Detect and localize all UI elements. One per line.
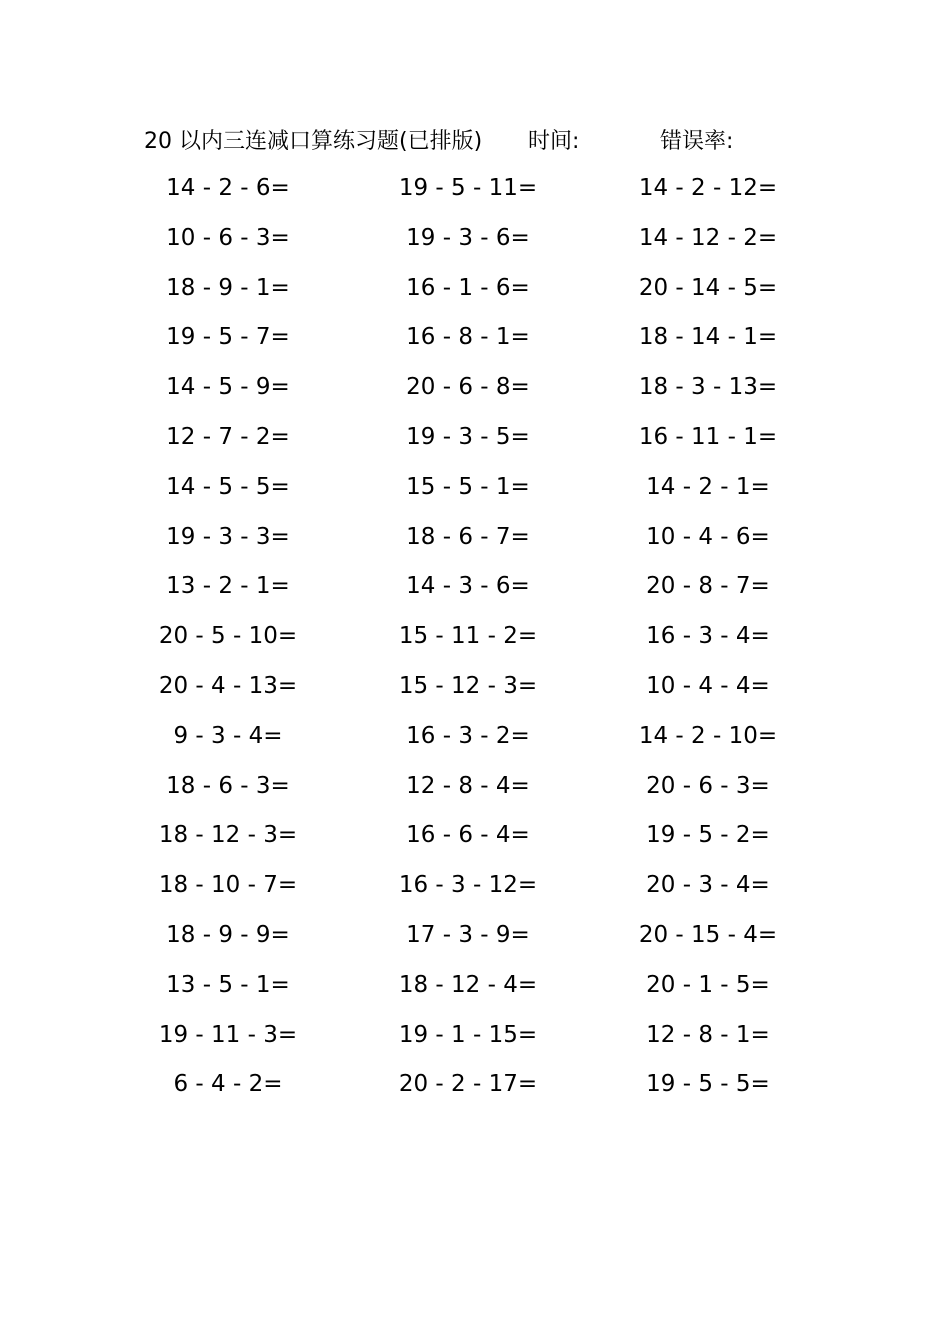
problem-item: 20 - 15 - 4= bbox=[638, 922, 778, 948]
problem-item: 14 - 2 - 1= bbox=[646, 473, 770, 500]
problem-item: 20 - 8 - 7= bbox=[646, 573, 770, 600]
problem-row bbox=[0, 517, 950, 557]
problem-item: 18 - 9 - 9= bbox=[166, 922, 290, 948]
problem-row bbox=[0, 915, 950, 955]
problem-item: 19 - 3 - 3= bbox=[166, 523, 290, 550]
problem-item: 20 - 2 - 17= bbox=[398, 1071, 538, 1098]
problem-item: 14 - 5 - 9= bbox=[166, 374, 290, 401]
problem-item: 13 - 2 - 1= bbox=[166, 573, 290, 600]
problem-row bbox=[0, 1064, 950, 1104]
problem-item: 12 - 8 - 4= bbox=[406, 772, 530, 799]
problem-row bbox=[0, 218, 950, 258]
problem-item: 19 - 3 - 5= bbox=[406, 424, 530, 450]
problem-item: 12 - 8 - 1= bbox=[646, 1021, 770, 1048]
worksheet-header bbox=[144, 122, 864, 162]
problem-item: 20 - 5 - 10= bbox=[158, 623, 298, 650]
problem-item: 18 - 10 - 7= bbox=[158, 872, 298, 899]
problem-row bbox=[0, 268, 950, 308]
problem-item: 19 - 5 - 2= bbox=[646, 822, 770, 849]
problem-item: 19 - 11 - 3= bbox=[158, 1021, 298, 1048]
time-label: 时间: bbox=[528, 129, 580, 154]
problem-row bbox=[0, 666, 950, 706]
problem-item: 14 - 5 - 5= bbox=[166, 473, 290, 500]
problem-item: 16 - 3 - 12= bbox=[398, 872, 538, 899]
problem-item: 14 - 2 - 12= bbox=[638, 175, 778, 201]
problem-row bbox=[0, 467, 950, 507]
problem-item: 16 - 8 - 1= bbox=[406, 324, 530, 351]
problem-item: 14 - 2 - 10= bbox=[638, 722, 778, 749]
problem-item: 20 - 3 - 4= bbox=[646, 872, 770, 899]
problem-item: 18 - 3 - 13= bbox=[638, 374, 778, 401]
problem-row bbox=[0, 616, 950, 656]
problem-row bbox=[0, 417, 950, 457]
problem-item: 19 - 3 - 6= bbox=[406, 224, 530, 251]
problem-item: 19 - 5 - 7= bbox=[166, 324, 290, 351]
problem-item: 10 - 4 - 6= bbox=[646, 523, 770, 550]
problem-item: 20 - 6 - 3= bbox=[646, 772, 770, 799]
problem-item: 14 - 2 - 6= bbox=[166, 175, 290, 201]
problem-row bbox=[0, 566, 950, 606]
worksheet-title: 20 以内三连减口算练习题(已排版) bbox=[144, 129, 483, 154]
problem-item: 16 - 1 - 6= bbox=[406, 274, 530, 301]
problem-item: 19 - 1 - 15= bbox=[398, 1021, 538, 1048]
problem-item: 15 - 5 - 1= bbox=[406, 473, 530, 500]
problem-item: 18 - 6 - 3= bbox=[166, 772, 290, 799]
problem-item: 16 - 11 - 1= bbox=[638, 424, 778, 450]
problem-item: 18 - 9 - 1= bbox=[166, 274, 290, 301]
problem-grid bbox=[0, 168, 950, 1118]
problem-item: 18 - 6 - 7= bbox=[406, 523, 530, 550]
problem-item: 18 - 12 - 4= bbox=[398, 971, 538, 998]
problem-item: 9 - 3 - 4= bbox=[173, 722, 283, 749]
problem-item: 18 - 12 - 3= bbox=[158, 822, 298, 849]
problem-item: 16 - 3 - 4= bbox=[646, 623, 770, 650]
problem-item: 16 - 3 - 2= bbox=[406, 722, 530, 749]
problem-item: 18 - 14 - 1= bbox=[638, 324, 778, 351]
problem-item: 10 - 6 - 3= bbox=[166, 224, 290, 251]
problem-row bbox=[0, 865, 950, 905]
problem-item: 6 - 4 - 2= bbox=[173, 1071, 283, 1098]
problem-item: 13 - 5 - 1= bbox=[166, 971, 290, 998]
problem-row bbox=[0, 1015, 950, 1055]
problem-item: 19 - 5 - 11= bbox=[398, 175, 538, 201]
problem-item: 15 - 11 - 2= bbox=[398, 623, 538, 650]
problem-row bbox=[0, 766, 950, 806]
problem-item: 14 - 12 - 2= bbox=[638, 224, 778, 251]
problem-item: 19 - 5 - 5= bbox=[646, 1071, 770, 1098]
problem-row bbox=[0, 317, 950, 357]
problem-row bbox=[0, 716, 950, 756]
problem-item: 20 - 4 - 13= bbox=[158, 673, 298, 699]
problem-item: 20 - 1 - 5= bbox=[646, 971, 770, 998]
problem-item: 16 - 6 - 4= bbox=[406, 822, 530, 849]
problem-row bbox=[0, 965, 950, 1005]
problem-item: 12 - 7 - 2= bbox=[166, 424, 290, 450]
problem-row bbox=[0, 367, 950, 407]
problem-item: 20 - 6 - 8= bbox=[406, 374, 530, 401]
problem-row bbox=[0, 815, 950, 855]
problem-item: 14 - 3 - 6= bbox=[406, 573, 530, 600]
problem-item: 10 - 4 - 4= bbox=[646, 673, 770, 699]
problem-row bbox=[0, 168, 950, 208]
error-rate-label: 错误率: bbox=[660, 129, 734, 154]
problem-item: 17 - 3 - 9= bbox=[406, 922, 530, 948]
problem-item: 20 - 14 - 5= bbox=[638, 274, 778, 301]
problem-item: 15 - 12 - 3= bbox=[398, 673, 538, 699]
